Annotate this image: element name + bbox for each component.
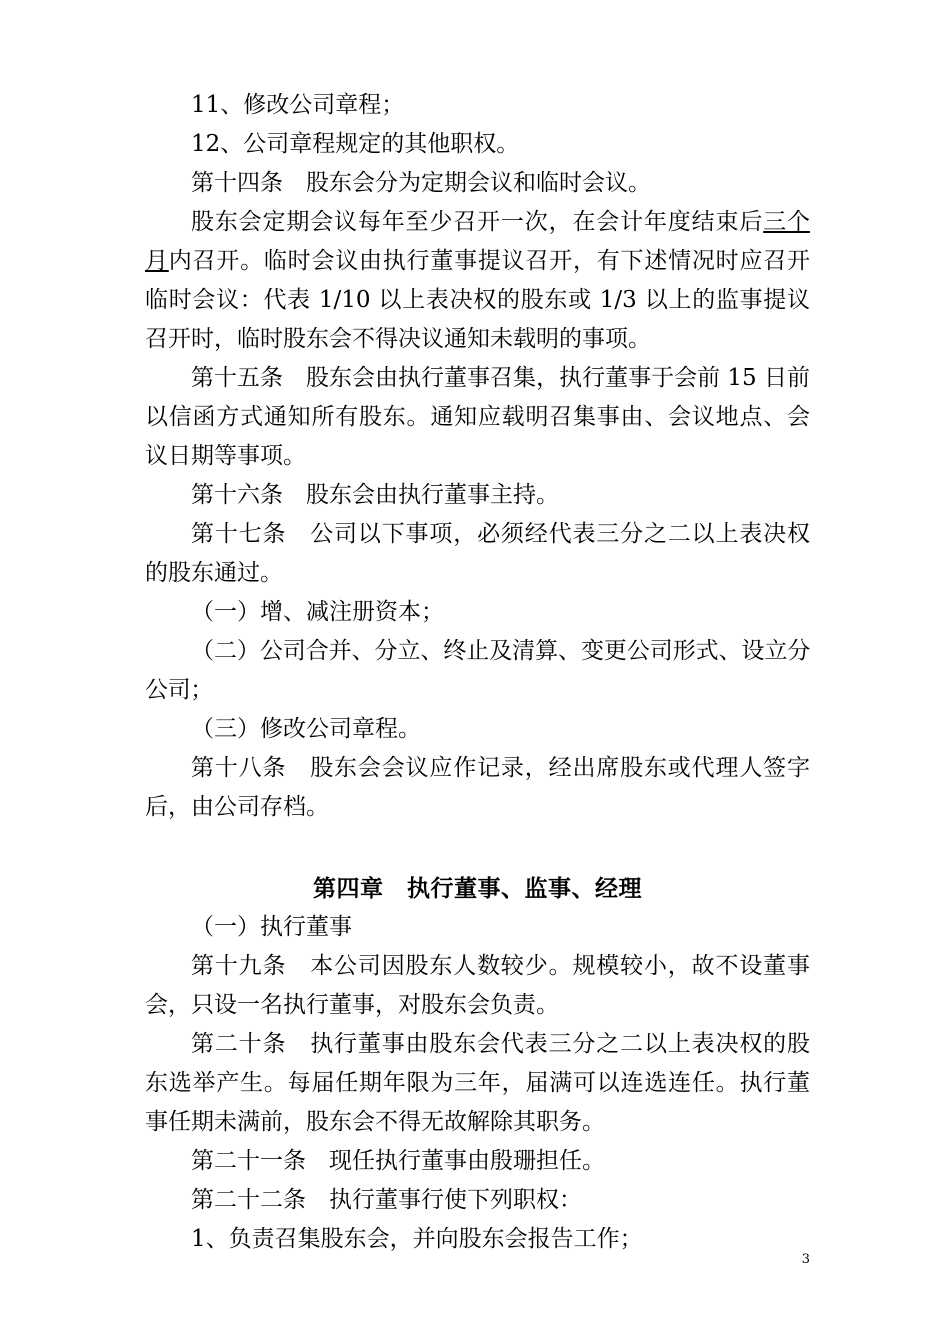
section-spacer xyxy=(145,827,810,869)
paragraph: 12、公司章程规定的其他职权。 xyxy=(191,131,520,157)
text-run: 内召开。临时会议由执行董事提议召开，有下述情况时应召开临时会议：代表 1/10 以上表决权的股东或 1/3 以上的监事提议召开时，临时股东会不得决议通知未载明的事项。 xyxy=(145,248,811,352)
underlined-text: 三个月 xyxy=(145,209,811,274)
paragraph: 第十五条 股东会由执行董事召集，执行董事于会前 15 日前以信函方式通知所有股东。通知应载明召集事由、会议地点、会议日期等事项。 xyxy=(145,365,810,469)
paragraph: 第二十一条 现任执行董事由殷珊担任。 xyxy=(191,1148,605,1174)
paragraph: 第十八条 股东会会议应作记录，经出席股东或代理人签字后，由公司存档。 xyxy=(145,755,810,820)
paragraph: 第二十二条 执行董事行使下列职权： xyxy=(191,1187,582,1213)
paragraph: （三）修改公司章程。 xyxy=(191,716,421,742)
paragraph xyxy=(145,203,810,359)
text-run: 股东会定期会议每年至少召开一次，在会计年度结束后 xyxy=(191,209,764,235)
paragraph: 第十六条 股东会由执行董事主持。 xyxy=(191,482,559,508)
paragraph: （一）增、减注册资本； xyxy=(191,599,444,625)
document-body xyxy=(145,86,810,1259)
paragraph: 第十七条 公司以下事项，必须经代表三分之二以上表决权的股东通过。 xyxy=(145,521,810,586)
paragraph: 1、负责召集股东会，并向股东会报告工作； xyxy=(191,1226,643,1252)
paragraph: 11、修改公司章程； xyxy=(191,92,405,118)
page-number: 3 xyxy=(801,1252,810,1267)
paragraph: 第十四条 股东会分为定期会议和临时会议。 xyxy=(191,170,651,196)
paragraph: 第二十条 执行董事由股东会代表三分之二以上表决权的股东选举产生。每届任期年限为三年，届满可以连选连任。执行董事任期未满前，股东会不得无故解除其职务。 xyxy=(145,1031,810,1135)
chapter-title: 第四章 执行董事、监事、经理 xyxy=(313,875,642,902)
paragraph: 第十九条 本公司因股东人数较少。规模较小，故不设董事会，只设一名执行董事，对股东会负责。 xyxy=(145,953,810,1018)
paragraph: （一）执行董事 xyxy=(191,914,352,940)
paragraph: （二）公司合并、分立、终止及清算、变更公司形式、设立分公司； xyxy=(145,638,810,703)
